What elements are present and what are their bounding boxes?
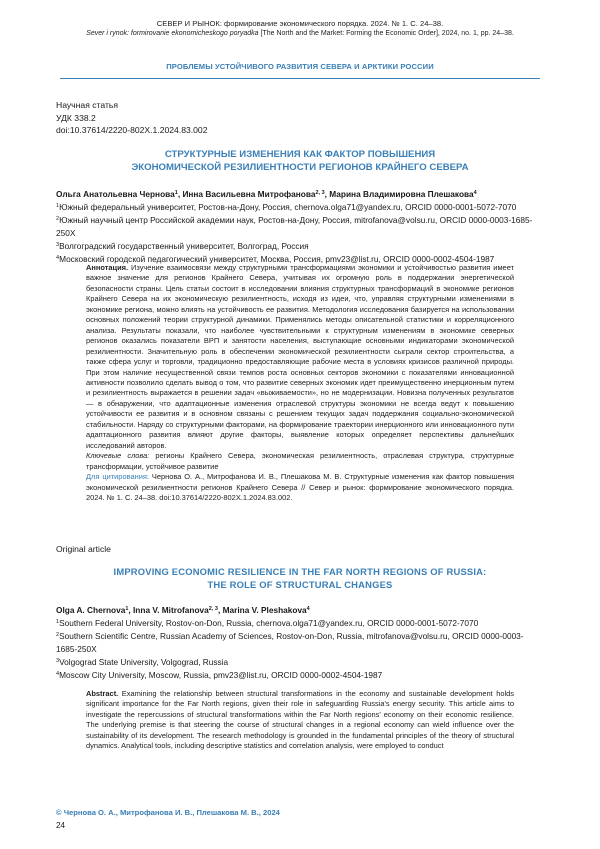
authors-ru bbox=[56, 188, 544, 265]
authors-en bbox=[56, 604, 544, 681]
journal-citation-en bbox=[40, 29, 560, 39]
abstract-label: Abstract. bbox=[86, 689, 119, 698]
article-type-en: Original article bbox=[56, 544, 111, 554]
keywords-label: Ключевые слова: bbox=[86, 451, 150, 461]
author-sup: 1 bbox=[125, 606, 129, 612]
header-divider bbox=[60, 78, 540, 79]
affiliation: $^3$Volgograd State University, Volgograd, Russia bbox=[56, 656, 229, 667]
journal-citation-en-rest: [The North and the Market: Forming the Economic Order], 2024, no. 1, pp. 24–38. bbox=[258, 30, 514, 37]
journal-header bbox=[40, 19, 560, 39]
affiliation: $^3$Волгоградский государственный университет, Волгоград, Россия bbox=[56, 240, 309, 251]
author-name: Marina V. Pleshakova bbox=[222, 605, 307, 615]
abstract-ru bbox=[86, 263, 514, 503]
abstract-en bbox=[86, 689, 514, 752]
title-en-line-2: THE ROLE OF STRUCTURAL CHANGES bbox=[207, 578, 393, 590]
abstract-text: Examining the relationship between structural transformations in the economy and sustainable development holds significant importance for the Far North regions, given their role in safeguarding Russia's energy security. This article aims to investigate the repercussions of structural transformations within the Far North regions' economy on their economic resilience. The underlying premise is that steering the course of structural changes in a regional economy can wield influence over the sustainability of its development. The research methodology is grounded in the fundamental principles of the theory of structural dynamics. Analytical tools, including descriptive statistics and correlation analysis, were employed to conduct bbox=[86, 689, 514, 751]
affiliation: $^1$Southern Federal University, Rostov-on-Don, Russia, chernova.olga71@yandex.ru, ORCID 0000-0001-5072-7070 bbox=[56, 617, 479, 628]
copyright: © Чернова О. А., Митрофанова И. В., Плешакова М. В., 2024 bbox=[56, 808, 280, 817]
udk-code: УДК 338.2 bbox=[56, 112, 96, 123]
affiliation: $^4$Московский городской педагогический университет, Москва, Россия, pmv23@list.ru, ORCID 0000-0002-4504-1987 bbox=[56, 253, 495, 264]
article-title-en bbox=[56, 566, 544, 591]
author-sup: 4 bbox=[473, 190, 477, 196]
journal-name-translit: Sever i rynok: formirovanie ekonomicheskogo poryadka bbox=[86, 30, 259, 37]
section-rubric: ПРОБЛЕМЫ УСТОЙЧИВОГО РАЗВИТИЯ СЕВЕРА И АРКТИКИ РОССИИ bbox=[166, 62, 434, 71]
article-type: Научная статья bbox=[56, 100, 119, 110]
author-name: Olga A. Chernova bbox=[56, 605, 126, 615]
affiliation: $^1$Южный федеральный университет, Ростов-на-Дону, Россия, chernova.olga71@yandex.ru, ORCID 0000-0001-5072-7070 bbox=[56, 201, 517, 212]
affiliation: $^4$Moscow City University, Moscow, Russia, pmv23@list.ru, ORCID 0000-0002-4504-1987 bbox=[56, 669, 383, 680]
author-name: Марина Владимировна Плешакова bbox=[329, 189, 474, 199]
abstract-en-paragraph bbox=[86, 689, 514, 752]
article-title-ru bbox=[56, 149, 544, 174]
author-sup: 1 bbox=[174, 190, 178, 196]
author-sup: 4 bbox=[306, 606, 310, 612]
title-ru-line-2: ЭКОНОМИЧЕСКОЙ РЕЗИЛИЕНТНОСТИ РЕГИОНОВ КРАЙНЕГО СЕВЕРА bbox=[131, 161, 469, 173]
title-ru-line-1: СТРУКТУРНЫЕ ИЗМЕНЕНИЯ КАК ФАКТОР ПОВЫШЕНИЯ bbox=[164, 149, 436, 160]
keywords-text: регионы Крайнего Севера, экономическая резилиентность, отраслевая структура, структурные трансформации, устойчивое развитие bbox=[86, 451, 514, 471]
article-meta bbox=[56, 99, 207, 137]
journal-citation-ru: СЕВЕР И РЫНОК: формирование экономического порядка. 2024. № 1. С. 24–38. bbox=[156, 19, 444, 28]
affiliation: $^2$Южный научный центр Российской академии наук, Ростов-на-Дону, Россия, mitrofanova@volsu.ru, ORCID 0000-0003-1685-250X bbox=[56, 214, 533, 238]
abstract-label: Аннотация. bbox=[86, 263, 129, 272]
author-name: Инна Васильевна Митрофанова bbox=[182, 189, 316, 199]
title-en-line-1: IMPROVING ECONOMIC RESILIENCE IN THE FAR NORTH REGIONS OF RUSSIA: bbox=[113, 566, 487, 577]
citation-ru bbox=[86, 472, 514, 503]
citation-text: Чернова О. А., Митрофанова И. В., Плешакова М. В. Структурные изменения как фактор повышения экономической резилиентности регионов Крайнего Севера // Север и рынок: формирование экономического порядка. 2024. № 1. С. 24–38. doi:10.37614/2220-802X.1.2024.83.002. bbox=[86, 472, 514, 502]
abstract-ru-paragraph bbox=[86, 263, 514, 451]
author-names-ru: Ольга Анатольевна Чернова$^1$, Инна Васильевна Митрофанова$^{2, 3}$, Марина Владимировна Плешакова$^4$ bbox=[56, 189, 477, 199]
author-sup: 2, 3 bbox=[315, 190, 325, 196]
abstract-text: Изучение взаимосвязи между структурными трансформациями экономики и устойчивостью развития имеет важное значение для регионов Крайнего Севера, учитывая их огромную роль в поддержании энергетической безопасности страны. Цель статьи состоит в исследовании влияния структурных трансформаций в экономике регионов Крайнего Севера на их экономическую резилиентность, исходя из идеи, что, управляя структурными изменениями в экономике региона, можно влиять на устойчивость ее развития. Методология исследования базируется на использовании основных положений теории структурной динамики. Применялись методы описательной статистики и корреляционного анализа. Результаты показали, что наиболее чувствительными к структурным изменениям в экономике северных регионов оказались показатели ВРП и занятости населения, выступающие основными индикаторами экономической резилиентности. Значительную роль в обеспечении экономической резилиентности сыграли сектор строительства, а также сфера услуг и торговли, традиционно предоставляющие рабочие места в условиях кризисов различной природы. При этом наличие несущественной связи темпов роста основных секторов экономики с показателями инновационной активности позволило сделать вывод о том, что развитие северных экономик идет преимущественно инерционным путем и резилиентность выражается в решении задач «выживаемости», но не модернизации. Новизна полученных результатов — в обнаружении, что адаптационные изменения отраслевой структуры экономики не всегда ведут к повышению устойчивости ее развития и в основном связаны с решением текущих задач поддержания социально-экономической стабильности. Наряду со структурными факторами, на формирование траектории инерционного или инновационного пути адаптационного развития влияют другие факторы, выявление которых определяет перспективы дальнейших исследований авторов. bbox=[86, 263, 514, 450]
doi: doi:10.37614/2220-802X.1.2024.83.002 bbox=[56, 125, 208, 136]
author-names-en: Olga A. Chernova$^1$, Inna V. Mitrofanova$^{2, 3}$, Marina V. Pleshakova$^4$ bbox=[56, 605, 310, 615]
citation-label: Для цитирования: bbox=[86, 472, 149, 482]
affiliation: $^2$Southern Scientific Centre, Russian Academy of Sciences, Rostov-on-Don, Russia, mitrofanova@volsu.ru, ORCID 0000-0003-1685-250X bbox=[56, 630, 524, 654]
page-number: 24 bbox=[56, 821, 66, 830]
author-sup: 2, 3 bbox=[208, 606, 218, 612]
author-name: Inna V. Mitrofanova bbox=[133, 605, 209, 615]
keywords-ru bbox=[86, 451, 514, 472]
author-name: Ольга Анатольевна Чернова bbox=[56, 189, 175, 199]
